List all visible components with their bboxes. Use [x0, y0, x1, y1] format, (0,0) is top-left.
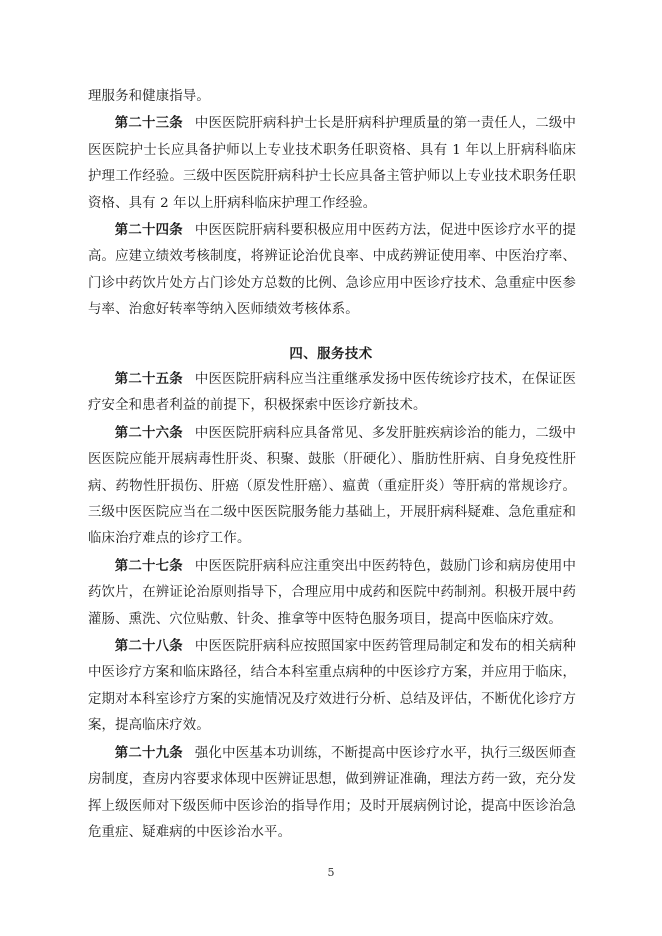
article-text: 中医医院肝病科应具备常见、多发肝脏疾病诊治的能力，二级中医医院应能开展病毒性肝炎、积聚、鼓胀（肝硬化）、脂肪性肝病、自身免疫性肝病、药物性肝损伤、肝癌（原发性肝癌）、瘟黄（重症肝炎）等肝病的常规诊疗。三级中医医院应当在二级中医医院服务能力基础上，开展肝病科疑难、急危重症和临床治疗难点的诊疗工作。: [88, 425, 577, 547]
section-heading: 四、服务技术: [289, 347, 373, 362]
article-29: [88, 740, 576, 847]
article-26: [88, 420, 576, 553]
article-number: 第二十八条: [114, 638, 183, 655]
article-28: [88, 633, 576, 740]
article-text: 中医医院肝病科应当注重继承发扬中医传统诊疗技术，在保证医疗安全和患者利益的前提下，积极探索中医诊疗新技术。: [88, 372, 577, 414]
article-number: 第二十五条: [114, 371, 183, 387]
article-23: [88, 110, 576, 217]
article-number: 第二十九条: [114, 744, 183, 761]
article-27: [88, 553, 576, 633]
article-text: 中医医院肝病科应按照国家中医药管理局制定和发布的相关病种中医诊疗方案和临床路径，结合本科室重点病种的中医诊疗方案，并应用于临床，定期对本科室诊疗方案的实施情况及疗效进行分析、总结及评估，不断优化诊疗方案，提高临床疗效。: [88, 639, 577, 734]
article-text: 中医医院肝病科应注重突出中医药特色，鼓励门诊和病房使用中药饮片，在辨证论治原则指导下，合理应用中成药和医院中药制剂。积极开展中药灌肠、熏洗、穴位贴敷、针灸、推拿等中医特色服务项目，提高中医临床疗效。: [88, 558, 577, 627]
article-text: 中医医院肝病科护士长是肝病科护理质量的第一责任人，二级中医医院护士长应具备护师以上专业技术职务任职资格、具有 1 年以上肝病科临床护理工作经验。三级中医医院肝病科护士长应具备主管护师以上专业技术职务任职资格、具有 2 年以上肝病科临床护理工作经验。: [88, 116, 577, 211]
article-number: 第二十四条: [114, 222, 183, 239]
article-25: [88, 366, 576, 420]
body-text-upper: [88, 84, 576, 324]
article-24: [88, 217, 576, 324]
article-number: 第二十七条: [114, 557, 183, 574]
article-text: 中医医院肝病科要积极应用中医药方法，促进中医诊疗水平的提高。应建立绩效考核制度，将辨证论治优良率、中成药辨证使用率、中医治疗率、门诊中药饮片处方占门诊处方总数的比例、急诊应用中医诊疗技术、急重症中医参与率、治愈好转率等纳入医师绩效考核体系。: [88, 223, 577, 318]
body-text-lower: [88, 366, 576, 846]
continuation-paragraph: 理服务和健康指导。: [88, 89, 210, 104]
article-text: 强化中医基本功训练，不断提高中医诊疗水平，执行三级医师查房制度，查房内容要求体现中医辨证思想，做到辨证准确，理法方药一致，充分发挥上级医师对下级医师中医诊治的指导作用；及时开展病例讨论，提高中医诊治急危重症、疑难病的中医诊治水平。: [88, 745, 577, 840]
page-number: 5: [327, 866, 335, 879]
article-number: 第二十三条: [114, 115, 183, 132]
article-number: 第二十六条: [114, 424, 183, 441]
